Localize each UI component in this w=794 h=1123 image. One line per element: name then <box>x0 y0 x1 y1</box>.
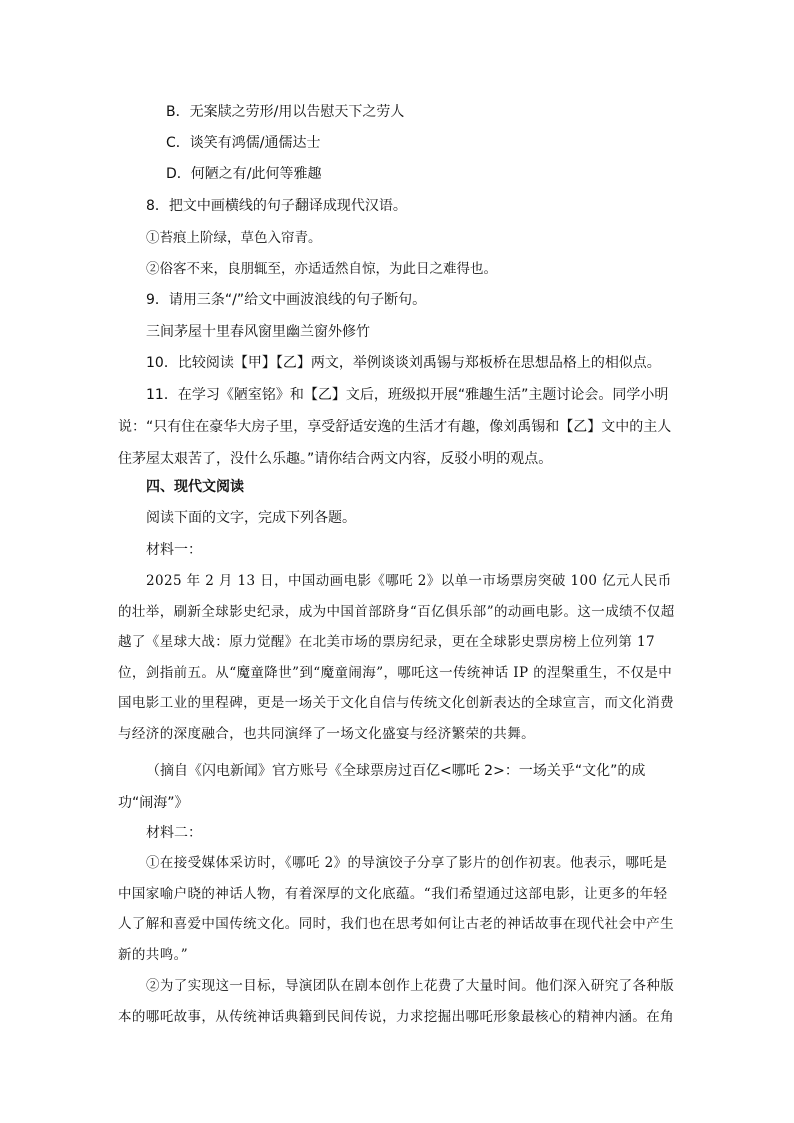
option-b: B．无案牍之劳形/用以告慰天下之劳人 <box>166 104 405 120</box>
option-c: C．谈笑有鸿儒/通儒达士 <box>166 135 321 151</box>
material-1-label: 材料一： <box>146 542 202 558</box>
material-1-source: （摘自《闪电新闻》官方账号《全球票房过百亿<哪吒 2>：一场关乎“文化”的成功“闹海”》 <box>118 763 646 811</box>
section-4-instruction: 阅读下面的文字，完成下列各题。 <box>146 510 356 526</box>
material-2-paragraph-1: ①在接受媒体采访时，《哪吒 2》的导演饺子分享了影片的创作初衷。他表示，哪吒是中国家喻户晓的神话人物，有着深厚的文化底蕴。“我们希望通过这部电影，让更多的年轻人了解和喜爱中国传统文化。同时，我们也在思考如何让古老的神话故事在现代社会中产生新的共鸣。” <box>118 855 674 963</box>
question-9-sentence: 三间茅屋十里春风窗里幽兰窗外修竹 <box>146 324 370 340</box>
question-8-sentence-1: ①苔痕上阶绿，草色入帘青。 <box>146 230 322 246</box>
question-10-prompt: 10．比较阅读【甲】【乙】两文，举例谈谈刘禹锡与郑板桥在思想品格上的相似点。 <box>146 355 661 371</box>
material-1-text: 2025 年 2 月 13 日，中国动画电影《哪吒 2》以单一市场票房突破 100 亿元人民币的壮举，刷新全球影史纪录，成为中国首部跻身“百亿俱乐部”的动画电影。这一成绩不仅超越了《星球大战：原力觉醒》在北美市场的票房纪录，更在全球影史票房榜上位列第 17 位，剑指前五。从“魔童降世”到“魔童闹海”，哪吒这一传统神话 IP 的涅槃重生，不仅是中国电影工业的里程碑，更是一场关于文化自信与传统文化创新表达的全球宣言，而文化消费与经济的深度融合，也共同演绎了一场文化盛宴与经济繁荣的共舞。 <box>118 573 675 742</box>
question-8-sentence-2: ②俗客不来，良朋辄至，亦适适然自惊，为此日之难得也。 <box>146 261 497 277</box>
question-8-prompt: 8．把文中画横线的句子翻译成现代汉语。 <box>146 198 407 214</box>
option-d: D．何陋之有/此何等雅趣 <box>166 166 322 182</box>
question-9-prompt: 9．请用三条“/”给文中画波浪线的句子断句。 <box>146 292 427 308</box>
material-2-paragraph-2: ②为了实现这一目标，导演团队在剧本创作上花费了大量时间。他们深入研究了各种版本的哪吒故事，从传统神话典籍到民间传说，力求挖掘出哪吒形象最核心的精神内涵。在角 <box>118 978 675 1025</box>
question-11-text: 11．在学习《陋室铭》和【乙】文后，班级拟开展“雅趣生活”主题讨论会。同学小明说：“只有住在豪华大房子里，享受舒适安逸的生活才有趣，像刘禹锡和【乙】文中的主人住茅屋太艰苦了，没什么乐趣。”请你结合两文内容，反驳小明的观点。 <box>118 387 672 467</box>
material-2-label: 材料二： <box>146 825 202 841</box>
section-4-heading: 四、现代文阅读 <box>146 479 244 495</box>
